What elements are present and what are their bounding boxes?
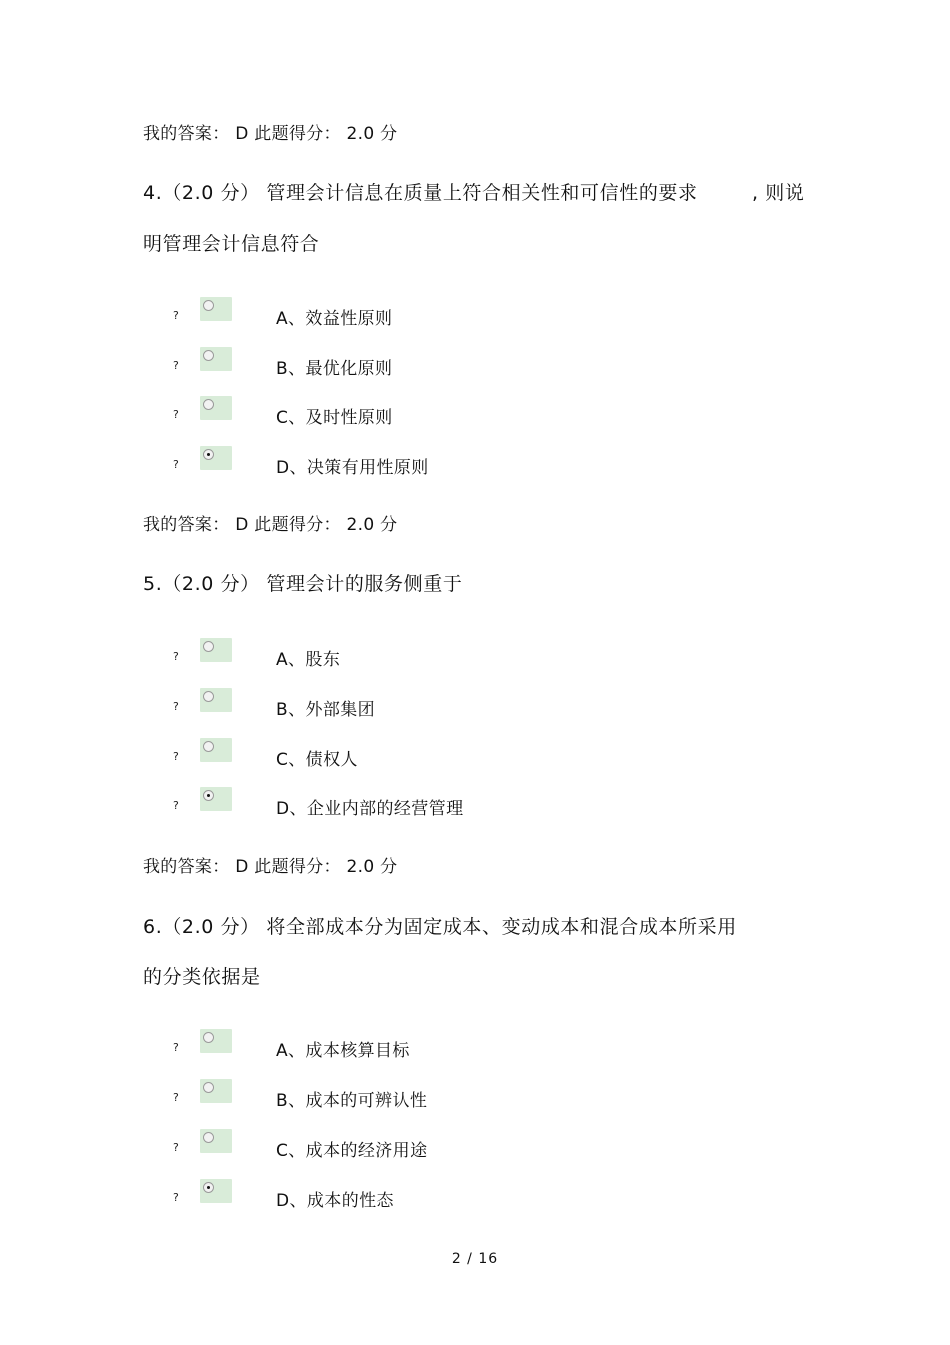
question-6-text: 6.（2.0 分） 将全部成本分为固定成本、变动成本和混合成本所采用 <box>143 916 737 938</box>
q6-option-a[interactable] <box>0 1029 950 1059</box>
option-label: B、最优化原则 <box>276 359 393 379</box>
question-4-text-tail: , 则说 <box>752 182 805 204</box>
answer-line-q3: 我的答案： D 此题得分： 2.0 分 <box>143 124 398 144</box>
q4-option-b[interactable] <box>0 347 950 377</box>
q5-option-d[interactable] <box>0 787 950 817</box>
option-bullet: ? <box>173 650 179 663</box>
page-number: 2 / 16 <box>451 1251 499 1267</box>
radio-button[interactable] <box>200 688 232 712</box>
option-label: C、及时性原则 <box>276 408 393 428</box>
option-label: C、债权人 <box>276 750 358 770</box>
option-label: B、成本的可辨认性 <box>276 1091 428 1111</box>
option-label: D、决策有用性原则 <box>276 458 429 478</box>
radio-button[interactable] <box>200 1129 232 1153</box>
option-label: A、股东 <box>276 650 341 670</box>
answer-line-q4: 我的答案： D 此题得分： 2.0 分 <box>143 515 398 535</box>
radio-button[interactable] <box>200 738 232 762</box>
q4-option-d[interactable] <box>0 446 950 476</box>
radio-button-selected[interactable] <box>200 787 232 811</box>
option-label: A、效益性原则 <box>276 309 393 329</box>
option-bullet: ? <box>173 700 179 713</box>
option-bullet: ? <box>173 1141 179 1154</box>
option-bullet: ? <box>173 359 179 372</box>
radio-circle-icon <box>203 350 214 361</box>
radio-circle-icon <box>203 399 214 410</box>
option-label: D、企业内部的经营管理 <box>276 799 464 819</box>
q5-option-b[interactable] <box>0 688 950 718</box>
radio-button-selected[interactable] <box>200 1179 232 1203</box>
radio-circle-icon <box>203 641 214 652</box>
option-label: C、成本的经济用途 <box>276 1141 428 1161</box>
radio-circle-icon <box>203 1032 214 1043</box>
radio-circle-icon <box>203 691 214 702</box>
option-label: A、成本核算目标 <box>276 1041 410 1061</box>
radio-button[interactable] <box>200 1079 232 1103</box>
q5-option-c[interactable] <box>0 738 950 768</box>
radio-button-selected[interactable] <box>200 446 232 470</box>
radio-button[interactable] <box>200 297 232 321</box>
radio-button[interactable] <box>200 638 232 662</box>
q4-option-c[interactable] <box>0 396 950 426</box>
radio-circle-icon <box>203 741 214 752</box>
q4-option-a[interactable] <box>0 297 950 327</box>
option-bullet: ? <box>173 1091 179 1104</box>
question-4-text-line2: 明管理会计信息符合 <box>143 233 320 255</box>
radio-circle-icon <box>203 1082 214 1093</box>
option-bullet: ? <box>173 1191 179 1204</box>
radio-selected-icon <box>203 790 214 801</box>
option-bullet: ? <box>173 1041 179 1054</box>
answer-line-q5: 我的答案： D 此题得分： 2.0 分 <box>143 857 398 877</box>
option-label: D、成本的性态 <box>276 1191 394 1211</box>
q5-option-a[interactable] <box>0 638 950 668</box>
radio-button[interactable] <box>200 396 232 420</box>
question-4-text: 4.（2.0 分） 管理会计信息在质量上符合相关性和可信性的要求 <box>143 182 698 204</box>
option-bullet: ? <box>173 750 179 763</box>
option-label: B、外部集团 <box>276 700 376 720</box>
radio-button[interactable] <box>200 1029 232 1053</box>
option-bullet: ? <box>173 309 179 322</box>
q6-option-d[interactable] <box>0 1179 950 1209</box>
radio-button[interactable] <box>200 347 232 371</box>
radio-circle-icon <box>203 300 214 311</box>
q6-option-c[interactable] <box>0 1129 950 1159</box>
radio-selected-icon <box>203 1182 214 1193</box>
option-bullet: ? <box>173 799 179 812</box>
radio-circle-icon <box>203 1132 214 1143</box>
option-bullet: ? <box>173 408 179 421</box>
q6-option-b[interactable] <box>0 1079 950 1109</box>
radio-selected-icon <box>203 449 214 460</box>
question-6-text-line2: 的分类依据是 <box>143 966 261 988</box>
option-bullet: ? <box>173 458 179 471</box>
question-5-text: 5.（2.0 分） 管理会计的服务侧重于 <box>143 573 463 595</box>
